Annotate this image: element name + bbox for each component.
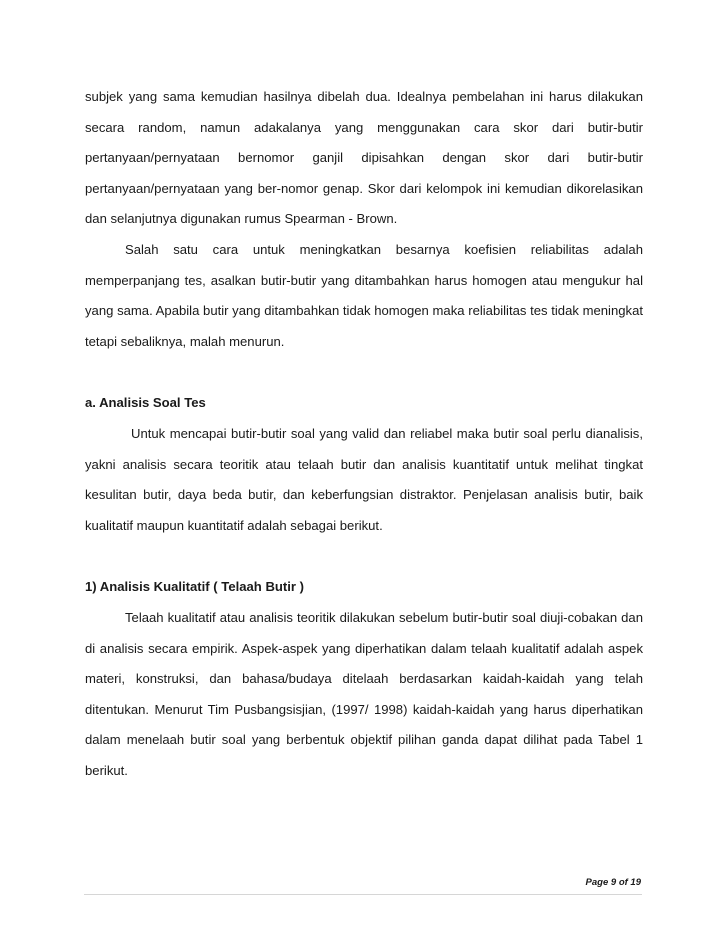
paragraph-telaah-kualitatif: Telaah kualitatif atau analisis teoritik dilakukan sebelum butir-butir soal diuji-cobakan dan di analisis secara empirik. Aspek-aspek yang diperhatikan dalam telaah kualitatif adalah aspek materi, konstruksi, dan bahasa/budaya ditelaah berdasarkan kaidah-kaidah yang telah ditentukan. Menurut Tim Pusbangsisjian, (1997/ 1998) kaidah-kaidah yang harus diperhatikan dalam menelaah butir soal yang berbentuk objektif pilihan ganda dapat dilihat pada Tabel 1 berikut.	[85, 609, 643, 778]
page-number-footer: Page 9 of 19	[585, 877, 641, 888]
section-heading-analisis-soal-tes: a. Analisis Soal Tes	[85, 395, 206, 411]
spacer	[85, 357, 643, 388]
subsection-heading-analisis-kualitatif: 1) Analisis Kualitatif ( Telaah Butir )	[85, 579, 304, 595]
spacer	[85, 541, 643, 572]
page-body	[85, 82, 643, 786]
paragraph-analisis-butir: Untuk mencapai butir-butir soal yang valid dan reliabel maka butir soal perlu dianalisis, yakni analisis secara teoritik atau telaah butir dan analisis kuantitatif untuk melihat tingkat kesulitan butir, daya beda butir, dan keberfungsian distraktor. Penjelasan analisis butir, baik kualitatif maupun kuantitatif adalah sebagai berikut.	[85, 425, 643, 533]
paragraph-reliabilitas: Salah satu cara untuk meningkatkan besarnya koefisien reliabilitas adalah memperpanjang tes, asalkan butir-butir yang ditambahkan harus homogen atau mengukur hal yang sama. Apabila butir yang ditambahkan tidak homogen maka reliabilitas tes tidak meningkat tetapi sebaliknya, malah menurun.	[85, 241, 643, 349]
footer-divider	[84, 894, 642, 895]
paragraph-split-half-continued: subjek yang sama kemudian hasilnya dibelah dua. Idealnya pembelahan ini harus dilakukan secara random, namun adakalanya yang menggunakan cara skor dari butir-butir pertanyaan/pernyataan bernomor ganjil dipisahkan dengan skor dari butir-butir pertanyaan/pernyataan yang ber-nomor genap. Skor dari kelompok ini kemudian dikorelasikan dan selanjutnya digunakan rumus Spearman - Brown.	[85, 89, 643, 227]
